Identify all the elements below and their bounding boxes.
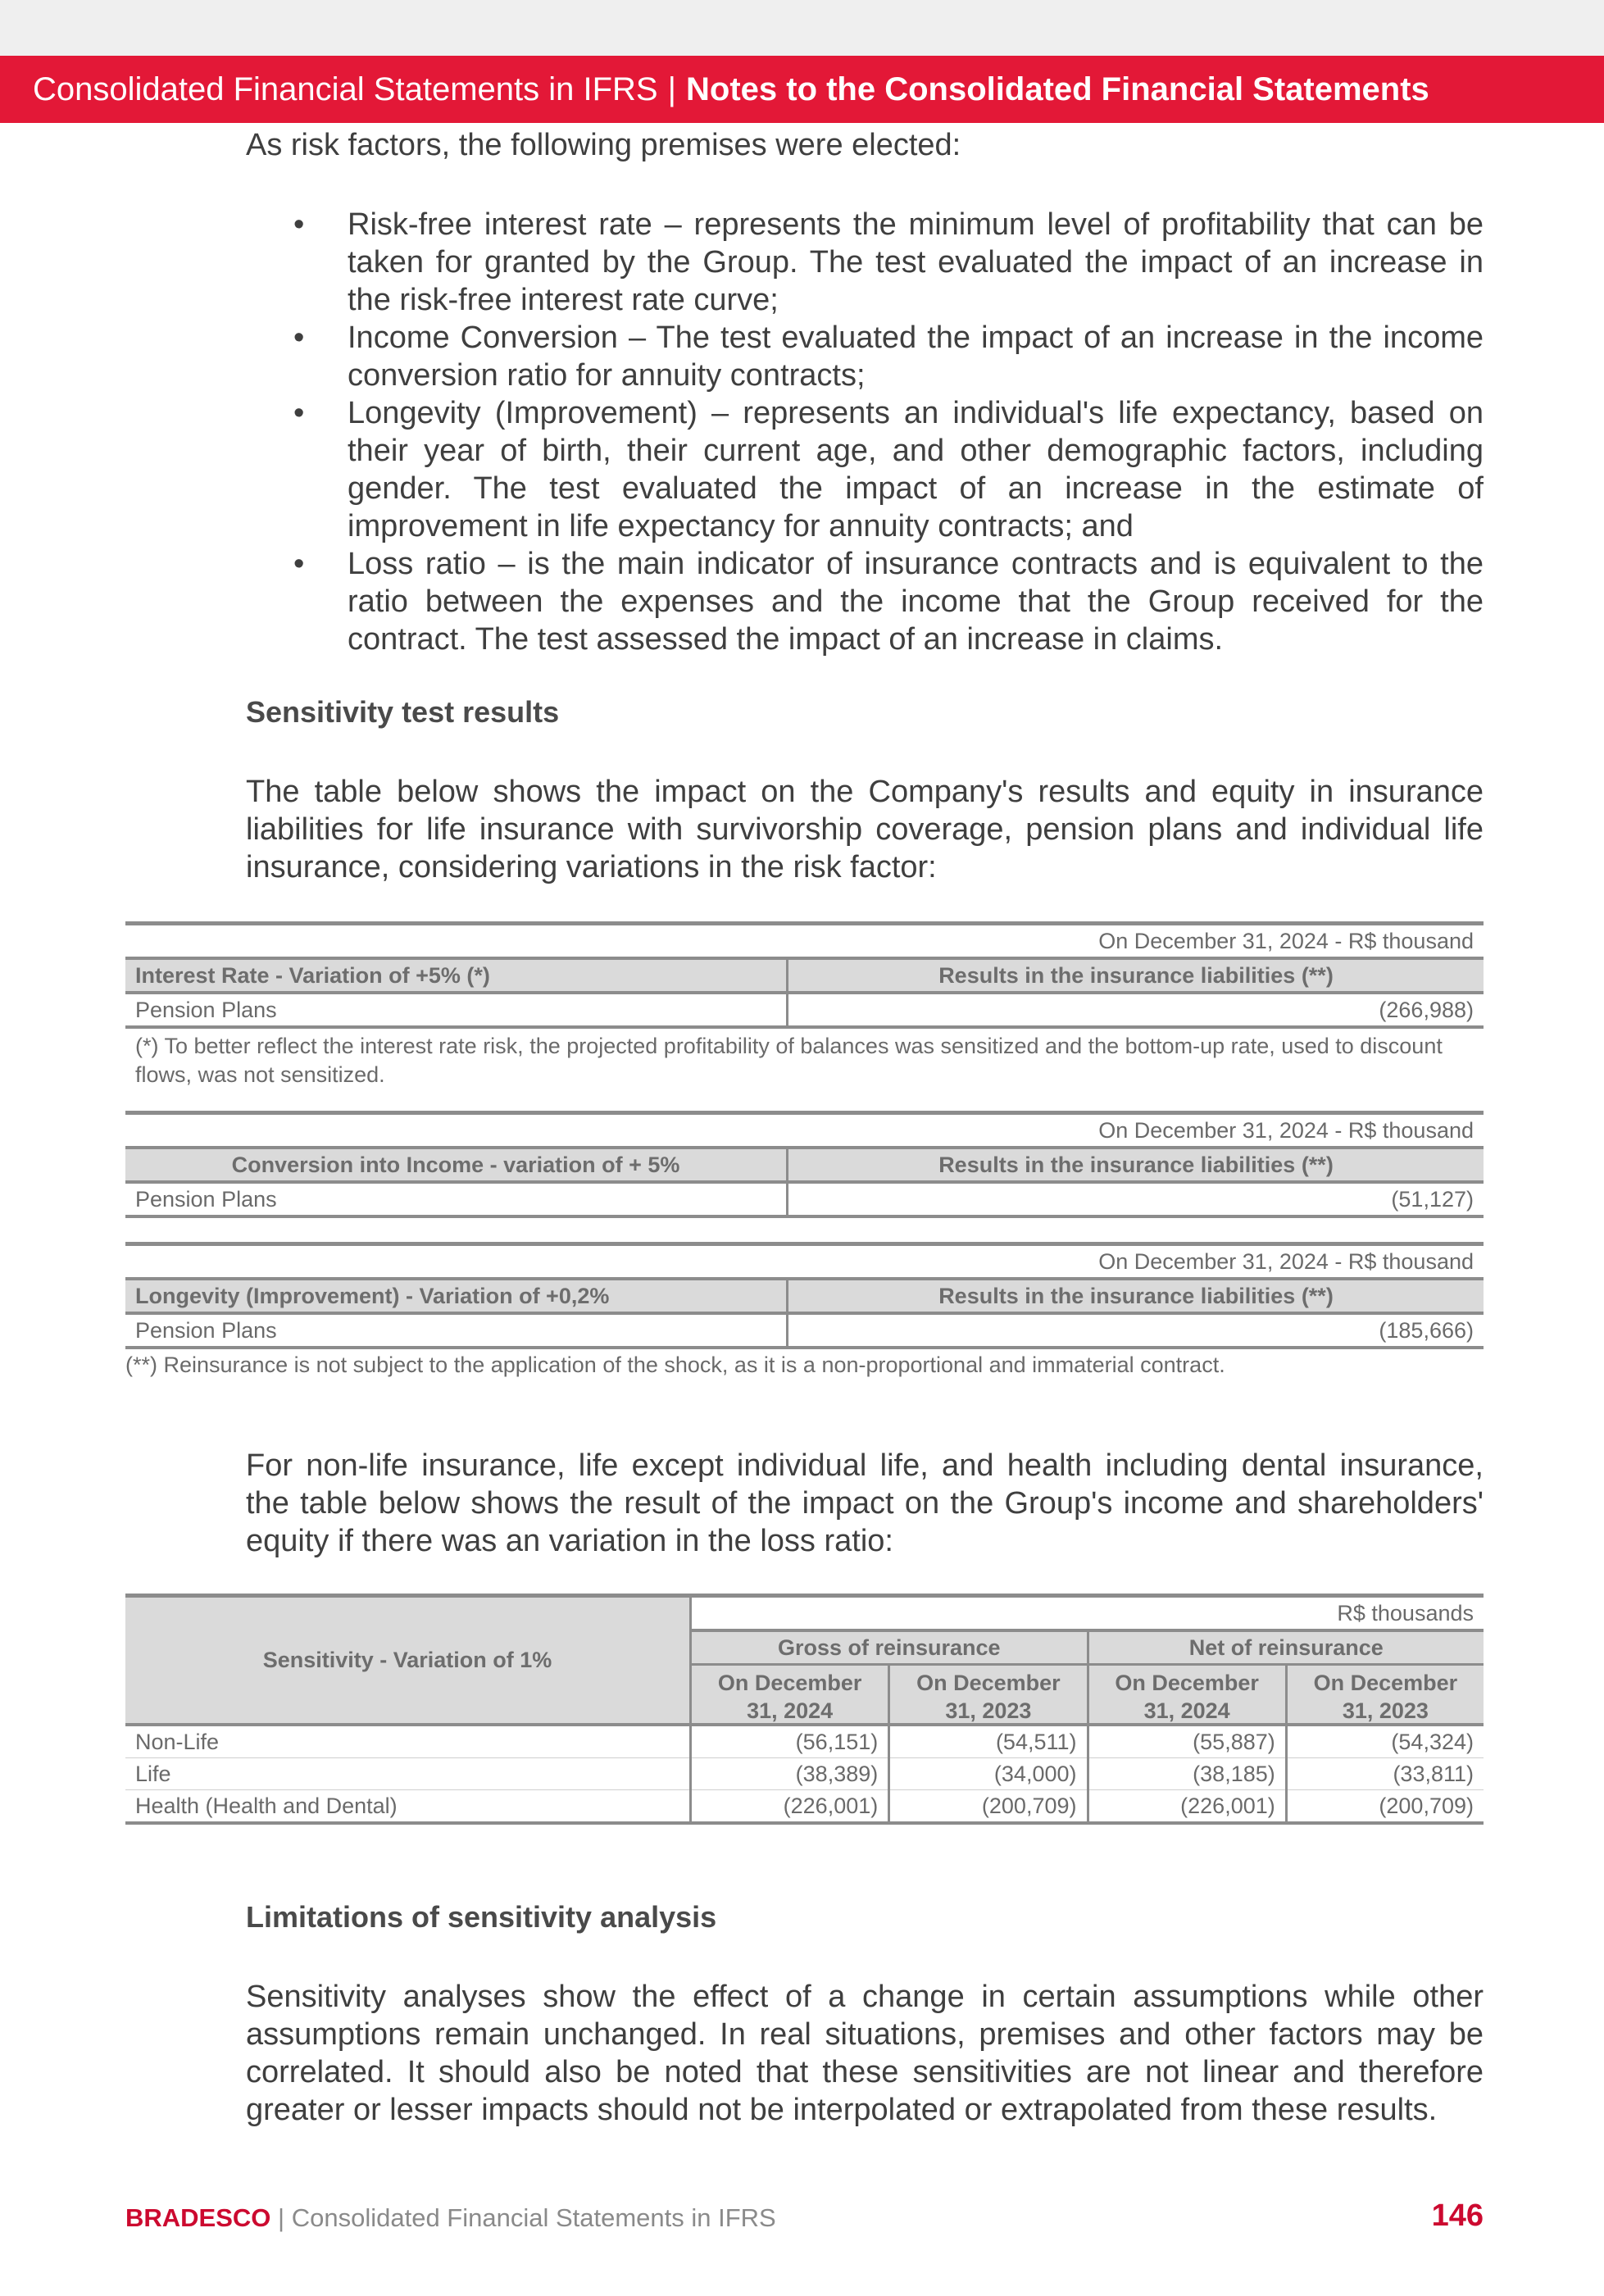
column-header: Conversion into Income - variation of + 5% [231, 1152, 680, 1177]
top-margin [0, 0, 1604, 56]
date-header: On December 31, 2023 [1286, 1665, 1484, 1725]
header-chapter: Notes to the Consolidated Financial Statements [686, 70, 1429, 107]
period-label: On December 31, 2024 - R$ thousand [1098, 928, 1474, 953]
row-label: Health (Health and Dental) [135, 1793, 398, 1818]
period-label: On December 31, 2024 - R$ thousand [1098, 1248, 1474, 1274]
footer-brand: BRADESCO [125, 2203, 271, 2232]
date-header: On December 31, 2024 [691, 1665, 889, 1725]
row-label: Pension Plans [135, 997, 277, 1022]
list-item: • Risk-free interest rate – represents the minimum level of profitability that can be taken for granted by the Group. The test evaluated the impact of an increase in the risk-free interest rate curve; [246, 206, 1484, 319]
table-footnote: (*) To better reflect the interest rate risk, the projected profitability of balances was sensitized and the bottom-up rate, used to discount flows, was not sensitized. [135, 1034, 1443, 1087]
cell-value: (34,000) [889, 1758, 1088, 1790]
nonlife-paragraph: For non-life insurance, life except individual life, and health including dental insurance, the table below shows the result of the impact on the Group's income and shareholders' equity if there was an variation in the loss ratio: [246, 1448, 1484, 1558]
conversion-table [125, 1111, 1484, 1218]
bullet-block [246, 206, 1484, 658]
longevity-table [125, 1242, 1484, 1380]
limitations-heading: Limitations of sensitivity analysis [246, 1900, 717, 1934]
interest-rate-table [125, 921, 1484, 1089]
row-label: Pension Plans [135, 1317, 277, 1343]
header-banner [0, 56, 1604, 123]
list-item: • Income Conversion – The test evaluated the impact of an increase in the income conversion ratio for annuity contracts; [246, 319, 1484, 394]
row-header: Sensitivity - Variation of 1% [125, 1596, 691, 1725]
table-row [125, 1758, 1484, 1790]
header-separator: | [667, 70, 676, 107]
cell-value: (56,151) [691, 1725, 889, 1758]
cell-value: (38,389) [691, 1758, 889, 1790]
date-header: On December 31, 2024 [1088, 1665, 1286, 1725]
table-row [125, 1790, 1484, 1824]
cell-value: (226,001) [691, 1790, 889, 1824]
limitations-paragraph-block [246, 1978, 1484, 2129]
intro-text: As risk factors, the following premises were elected: [246, 128, 961, 162]
unit-label: R$ thousands [691, 1596, 1484, 1631]
list-item: • Loss ratio – is the main indicator of insurance contracts and is equivalent to the ratio between the expenses and the income that the Group received for the contract. The test assessed the impact of an increase in claims. [246, 545, 1484, 658]
row-value: (185,666) [788, 1313, 1484, 1348]
page-footer [125, 2198, 1484, 2244]
row-label: Pension Plans [135, 1186, 277, 1212]
row-value: (266,988) [788, 993, 1484, 1027]
header-section: Consolidated Financial Statements in IFRS [33, 70, 658, 107]
risk-factor-list [246, 206, 1484, 658]
cell-value: (226,001) [1088, 1790, 1286, 1824]
date-header: On December 31, 2023 [889, 1665, 1088, 1725]
group-header-net: Net of reinsurance [1088, 1630, 1484, 1665]
cell-value: (38,185) [1088, 1758, 1286, 1790]
column-header: Longevity (Improvement) - Variation of +0,2% [135, 1283, 610, 1308]
row-label: Life [135, 1761, 171, 1786]
cell-value: (200,709) [1286, 1790, 1484, 1824]
intro-block [246, 126, 1484, 164]
period-label: On December 31, 2024 - R$ thousand [1098, 1117, 1474, 1143]
cell-value: (55,887) [1088, 1725, 1286, 1758]
table-row [125, 1725, 1484, 1758]
limitations-paragraph: Sensitivity analyses show the effect of a change in certain assumptions while other assumptions remain unchanged. In real situations, premises and other factors may be correlated. It should also be noted that these sensitivities are not linear and therefore greater or lesser impacts should not be interpolated or extrapolated from these results. [246, 1980, 1484, 2127]
sensitivity-paragraph: The table below shows the impact on the Company's results and equity in insurance liabilities for life insurance with survivorship coverage, pension plans and individual life insurance, considering variations in the risk factor: [246, 775, 1484, 884]
cell-value: (33,811) [1286, 1758, 1484, 1790]
sensitivity-paragraph-block [246, 773, 1484, 886]
column-header: Results in the insurance liabilities (**) [788, 1279, 1484, 1313]
table-footnote: (**) Reinsurance is not subject to the application of the shock, as it is a non-proportional and immaterial contract. [125, 1353, 1225, 1377]
limitations-heading-block [246, 1900, 1484, 1935]
cell-value: (54,324) [1286, 1725, 1484, 1758]
footer-text: Consolidated Financial Statements in IFRS [291, 2203, 776, 2232]
nonlife-paragraph-block [246, 1447, 1484, 1560]
column-header: Interest Rate - Variation of +5% (*) [135, 962, 490, 988]
page-number: 146 [1431, 2198, 1484, 2233]
loss-ratio-table [125, 1594, 1484, 1825]
row-label: Non-Life [135, 1729, 220, 1754]
group-header-gross: Gross of reinsurance [691, 1630, 1088, 1665]
column-header: Results in the insurance liabilities (**) [788, 1148, 1484, 1182]
sensitivity-heading-block [246, 695, 1484, 730]
row-value: (51,127) [788, 1182, 1484, 1216]
list-item: • Longevity (Improvement) – represents an individual's life expectancy, based on their year of birth, their current age, and other demographic factors, including gender. The test evaluated the impact of an increase in the estimate of improvement in life expectancy for annuity contracts; and [246, 394, 1484, 545]
cell-value: (200,709) [889, 1790, 1088, 1824]
footer-separator: | [278, 2203, 285, 2232]
cell-value: (54,511) [889, 1725, 1088, 1758]
sensitivity-heading: Sensitivity test results [246, 695, 560, 729]
column-header: Results in the insurance liabilities (**) [788, 958, 1484, 993]
